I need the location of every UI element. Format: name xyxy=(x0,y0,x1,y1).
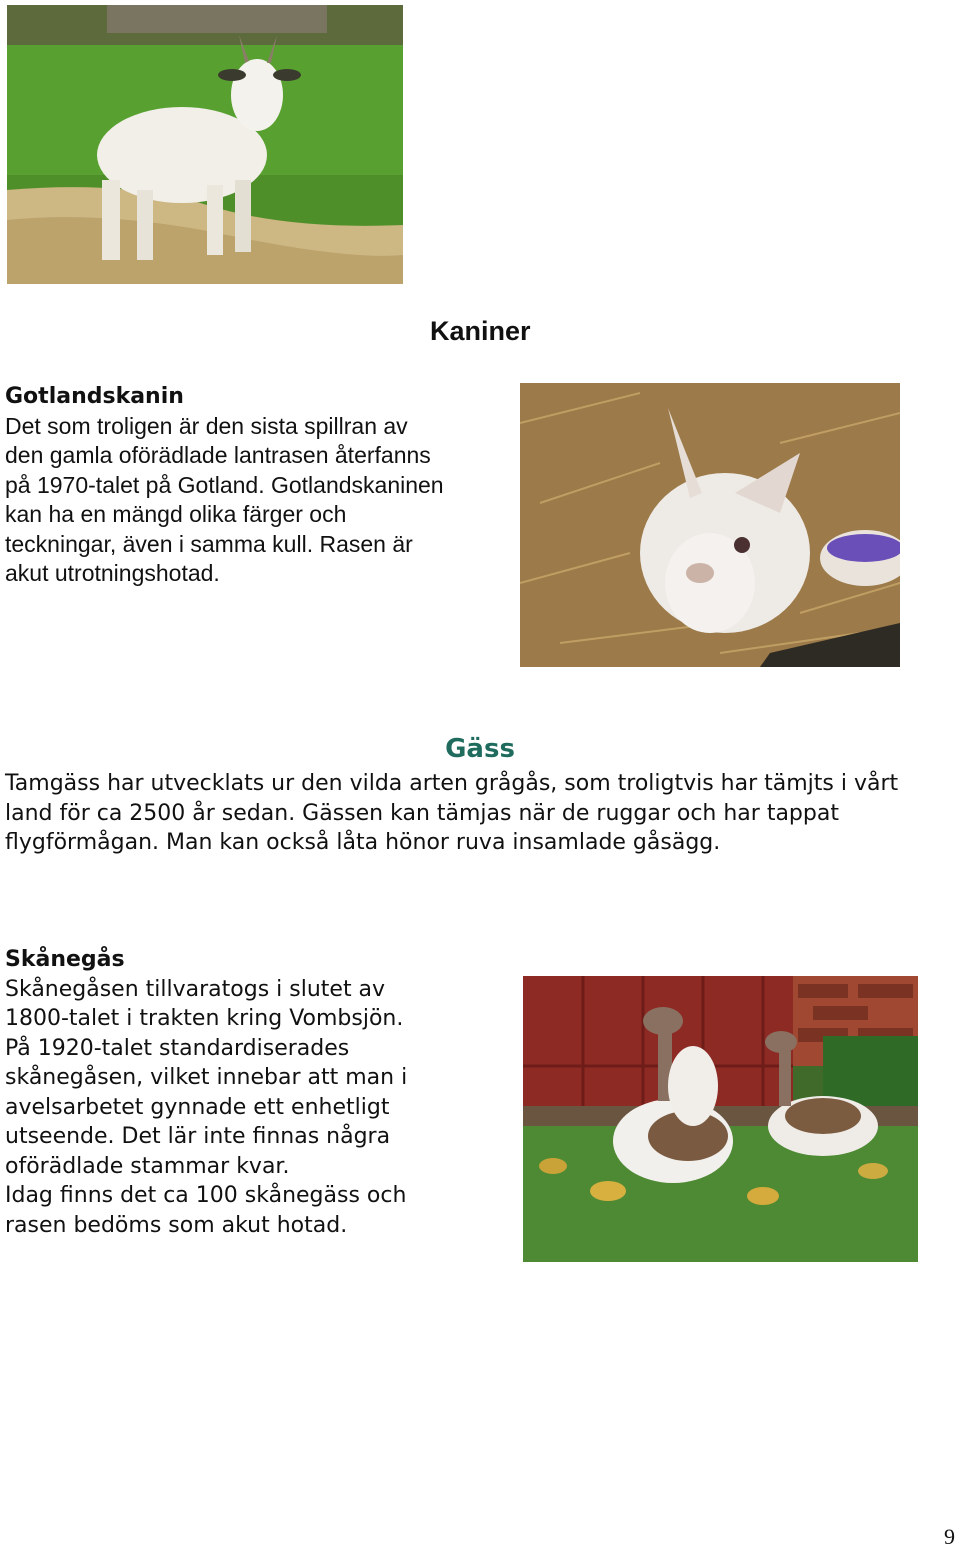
rabbit-photo xyxy=(520,383,900,667)
page-number: 9 xyxy=(944,1524,955,1549)
skanegas-body: Skånegåsen tillvaratogs i slutet av 1800-talet i trakten kring Vombsjön. På 1920-talet standardiserades skånegåsen, vilket innebar att man i avelsarbetet gynnade ett enhetligt utseende. Det lär inte finnas några oförädlade stammar kvar. xyxy=(5,976,408,1179)
section-heading-gass: Gäss xyxy=(445,734,515,764)
skanegas-body-2: Idag finns det ca 100 skånegäss och rasen bedöms som akut hotad. xyxy=(5,1183,407,1238)
gotlandskanin-title: Gotlandskanin xyxy=(5,384,184,409)
gotlandskanin-body: Det som troligen är den sista spillran av den gamla oförädlade lantrasen återfanns på 1970-talet på Gotland. Gotlandskaninen kan ha en mängd olika färger och teckningar, även i samma kull. Rasen är akut utrotningshotad. xyxy=(5,412,444,586)
section-heading-kaniner: Kaniner xyxy=(430,316,531,346)
gass-body: Tamgäss har utvecklats ur den vilda arten grågås, som troligtvis har tämjts i vårt land för ca 2500 år sedan. Gässen kan tämjas när de ruggar och har tappat flygförmågan. Man kan också låta hönor ruva insamlade gåsägg. xyxy=(5,771,899,855)
skanegas-title: Skånegås xyxy=(5,947,125,972)
geese-photo xyxy=(523,976,918,1262)
gotlandskanin-block xyxy=(5,382,445,589)
skanegas-block xyxy=(5,945,435,1240)
goat-photo xyxy=(7,5,403,284)
